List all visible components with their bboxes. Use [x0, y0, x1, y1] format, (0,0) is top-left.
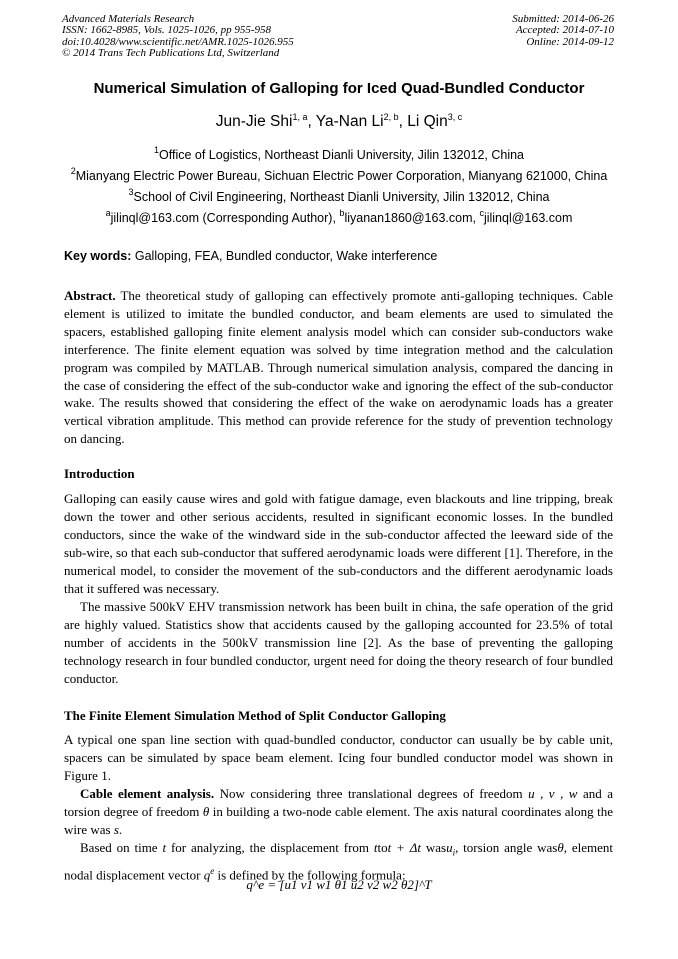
author-name: Jun-Jie Shi [215, 113, 293, 130]
author-sup: 1, a [292, 112, 308, 122]
section-heading-introduction: Introduction [64, 466, 135, 481]
intro-paragraph-1: Galloping can easily cause wires and gold with fatigue damage, even blackouts and line tripping, break down the tower and other serious accidents, resulted in significant economic losses. In the bundled conductors, since the wake of the windward side in the sub-conductor affected the leeward side of the sub-wire, so that each sub-conductor that suffered aerodynamic loads were different [1]. Therefore, in the numerical model, to consider the movement of the sub-conductors and the different aerodynamic loads that it suffered was necessary. [64, 491, 613, 596]
keywords [64, 249, 437, 263]
math-t-dt: t + Δt [387, 840, 421, 855]
journal-header-left [62, 14, 294, 60]
keywords-label: Key words: [64, 249, 132, 263]
displacement-vector-formula [0, 877, 678, 893]
math-ui: u [446, 840, 453, 855]
intro-paragraph-2: The massive 500kV EHV transmission network has been built in china, the safe operation of the grid are highly valued. Statistics show that accidents caused by the galloping accounted for 23.5% of total number of accidents in the 500kV transmission line [2]. As the base of preventing the galloping technology research in four bundled conductor, urgent need for doing the theory research of four bundled conductor. [64, 599, 613, 686]
paper-title: Numerical Simulation of Galloping for Iced Quad-Bundled Conductor [93, 80, 585, 97]
author-name: Li Qin [407, 113, 448, 130]
math-uvw: u , v , w [528, 786, 578, 801]
time-paragraph: Based on time t for analyzing, the displacement from ttot + Δt wasu$_i$, torsion angle wasθ, element nodal displacement vector $q^e$ is defined by the following formula: [64, 840, 614, 882]
affiliation-3: $^3$School of Civil Engineering, Northeast Dianli University, Jilin 132012, China [128, 187, 550, 204]
math-t: t [162, 840, 167, 855]
author-sup: 3, c [447, 112, 463, 122]
cable-element-label: Cable element analysis. [80, 786, 215, 801]
fem-paragraph-1: A typical one span line section with quad-bundled conductor, conductor can usually be by cable unit, spacers can be simulated by space beam element. Icing four bundled conductor model was shown in Figure 1. [64, 732, 613, 783]
online-date: Online: 2014-09-12 [526, 35, 614, 48]
math-qe: q [203, 866, 211, 882]
affiliation-1: $^1$Office of Logistics, Northeast Dianli University, Jilin 132012, China [154, 145, 524, 162]
cable-element-paragraph: Cable element analysis. Now considering three translational degrees of freedom u , v , w and a torsion degree of freedom θ in building a two-node cable element. The axis natural coordinates along the wire was s. [64, 786, 614, 837]
accepted-date: Accepted: 2014-07-10 [515, 24, 614, 37]
abstract-label: Abstract. [64, 288, 116, 303]
math-s: s [113, 821, 119, 837]
journal-issn: ISSN: 1662-8985, Vols. 1025-1026, pp 955-958 [62, 24, 271, 37]
email-line: $^a$jilinql@163.com (Corresponding Author), $^b$liyanan1860@163.com, $^c$jilinql@163.com [105, 208, 573, 225]
keywords-text: Galloping, FEA, Bundled conductor, Wake interference [134, 249, 438, 263]
author-line: Jun-Jie Shi$^{1, a}$, Ya-Nan Li$^{2, b}$, Li Qin$^{3, c}$ [215, 112, 463, 130]
journal-header-right [512, 14, 614, 48]
formula-text: q^e = [u1 v1 w1 θ1 u2 v2 w2 θ2]^T [246, 877, 432, 892]
journal-copyright: © 2014 Trans Tech Publications Ltd, Switzerland [62, 47, 280, 60]
email-c[interactable]: jilinql@163.com [483, 211, 573, 225]
author-sup: 2, b [383, 112, 399, 122]
submitted-date: Submitted: 2014-06-26 [512, 13, 614, 25]
abstract [64, 287, 613, 448]
journal-doi: doi:10.4028/www.scientific.net/AMR.1025-1026.955 [62, 35, 294, 48]
author-name: Ya-Nan Li [315, 113, 384, 130]
email-a[interactable]: jilinql@163.com (Corresponding Author), [110, 211, 336, 225]
abstract-text: The theoretical study of galloping can effectively promote anti-galloping techniques. Cable element is utilized to imitate the bundled conductor, and beam elements are used to simulated the spacers, established galloping finite element analysis model which can consider sub-conductors wake interference. The finite element equation was solved by time integration method and the calculation program was compiled by MATLAB. Through numerical simulation analysis, compared the dancing in the case of considering the effect of the sub-conductor wake and ignoring the effect of the sub-conductor wake. The results showed that considering the effect of the wake on aerodynamic loads has a greater vertical vibration amplitude. This method can provide reference for the study of prevention technology on dancing. [64, 288, 614, 447]
math-theta: θ [202, 803, 210, 819]
affiliation-2: $^2$Mianyang Electric Power Bureau, Sichuan Electric Power Corporation, Mianyang 621000, China [70, 166, 608, 183]
section-heading-fem: The Finite Element Simulation Method of Split Conductor Galloping [64, 708, 446, 723]
email-b[interactable]: liyanan1860@163.com, [344, 211, 476, 225]
journal-name: Advanced Materials Research [62, 13, 195, 25]
